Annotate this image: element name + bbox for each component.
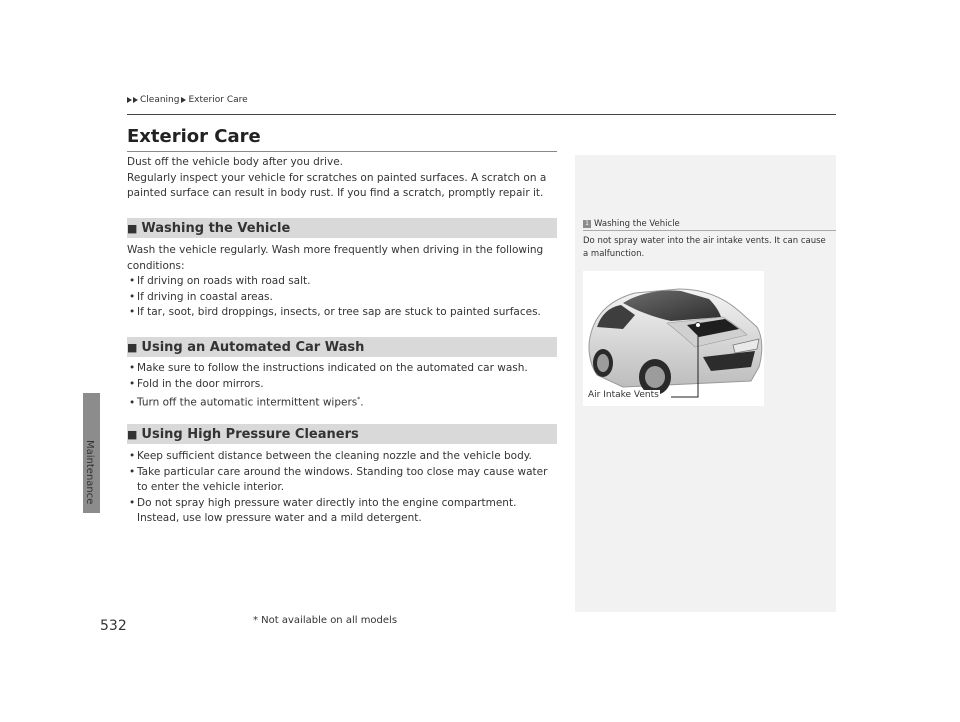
car-icon [583,271,764,406]
section-washing-text: Wash the vehicle regularly. Wash more frequently when driving in the following conditions: [127,244,544,272]
section-washing-body [127,243,557,321]
header-rule [127,114,836,115]
car-illustration [583,271,764,406]
footnote-marker: * [357,396,361,403]
title-rule [127,151,557,152]
section-heading-high-pressure: ■ Using High Pressure Cleaners [127,424,557,444]
automated-bullet-list [127,361,557,411]
section-marker-icon: ■ [127,221,138,235]
list-item: • Turn off the automatic intermittent wipers*. [127,392,557,411]
section-marker-icon: ■ [127,427,138,441]
breadcrumb-arrow-icon [127,97,132,103]
breadcrumb-item-cleaning[interactable]: Cleaning [140,95,180,105]
intro-text [127,155,557,202]
sidebar-note-heading: 1 Washing the Vehicle [583,219,680,229]
page-title: Exterior Care [127,126,261,147]
breadcrumb-arrow-icon [133,97,138,103]
sidebar-note-text: Do not spray water into the air intake vents. It can cause a malfunction. [583,236,826,259]
breadcrumb [127,95,248,105]
list-item: • If tar, soot, bird droppings, insects, or tree sap are stuck to painted surfaces. [127,305,557,321]
intro-line-2: Regularly inspect your vehicle for scratches on painted surfaces. A scratch on a painted surface can result in body rust. If you find a scratch, promptly repair it. [127,171,547,199]
breadcrumb-arrow-icon [181,97,186,103]
side-section-label: Maintenance [84,440,95,505]
page-number: 532 [100,618,127,634]
figure-caption-air-intake-vents: Air Intake Vents [588,390,659,400]
list-item: • Fold in the door mirrors. [127,377,557,393]
footnote: * Not available on all models [253,615,398,626]
washing-bullet-list [127,274,557,321]
intro-line-1: Dust off the vehicle body after you drive. [127,156,343,168]
list-item: • Make sure to follow the instructions indicated on the automated car wash. [127,361,557,377]
section-high-pressure-body [127,449,557,527]
list-item: • If driving on roads with road salt. [127,274,557,290]
note-number-icon: 1 [583,220,591,228]
list-item: • Keep sufficient distance between the cleaning nozzle and the vehicle body. [127,449,557,465]
section-marker-icon: ■ [127,340,138,354]
section-heading-automated-car-wash: ■ Using an Automated Car Wash [127,337,557,357]
breadcrumb-item-exterior-care[interactable]: Exterior Care [188,95,248,105]
section-automated-body [127,361,557,411]
section-heading-washing: ■ Washing the Vehicle [127,218,557,238]
list-item: • Do not spray high pressure water directly into the engine compartment. Instead, use low pressure water and a mild detergent. [127,496,557,527]
list-item: • If driving in coastal areas. [127,290,557,306]
high-pressure-bullet-list [127,449,557,527]
sidebar-note-rule [583,230,836,231]
list-item: • Take particular care around the windows. Standing too close may cause water to enter the vehicle interior. [127,465,557,496]
